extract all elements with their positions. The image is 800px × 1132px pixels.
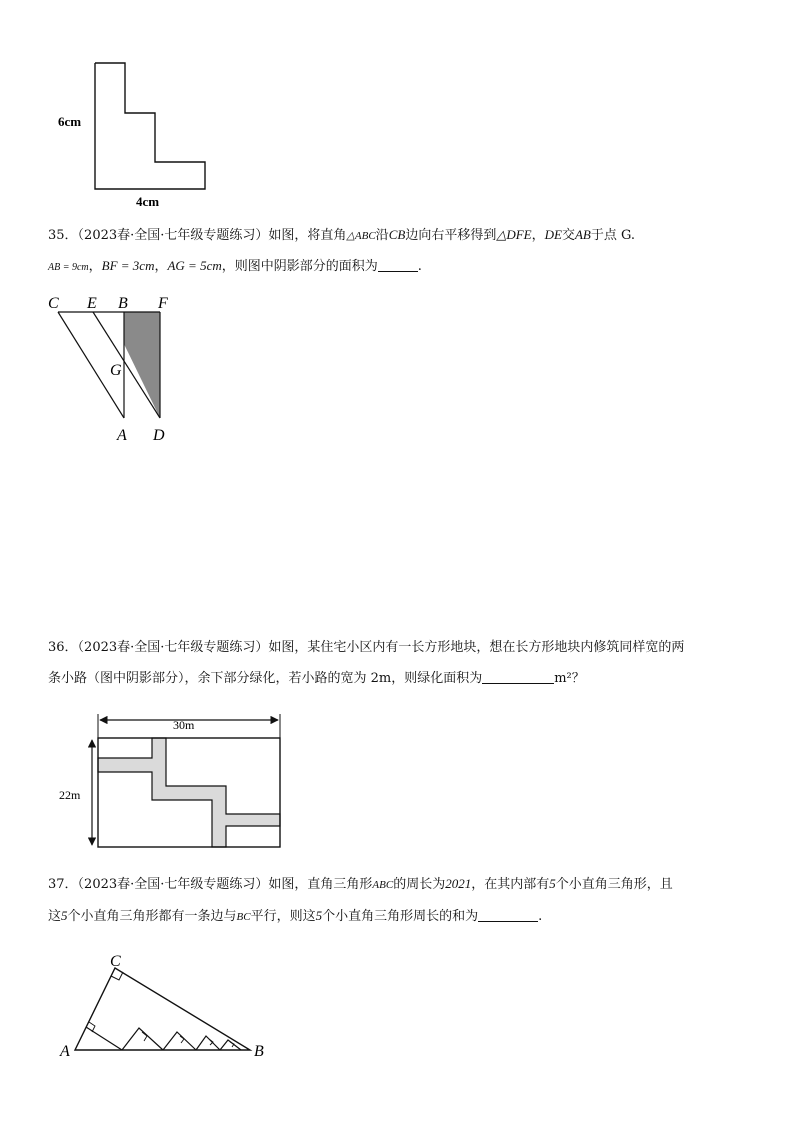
figure-rectangle-paths bbox=[55, 712, 290, 857]
small-triangle-3 bbox=[163, 1032, 196, 1050]
unit-square-meter: m² bbox=[554, 671, 572, 686]
label-4cm: 4cm bbox=[136, 194, 160, 209]
label-6cm: 6cm bbox=[58, 114, 82, 129]
point-f: F bbox=[158, 295, 168, 312]
small-triangle-1 bbox=[86, 1027, 122, 1050]
q35-text-6: 于点 G. bbox=[590, 228, 636, 243]
q37-text-3: ，在其内部有 bbox=[471, 877, 550, 892]
q35-text-3: 边向右平移得到 bbox=[405, 228, 497, 243]
separator: ， bbox=[154, 259, 168, 274]
segment-cb: CB bbox=[388, 227, 406, 242]
label-22m: 22m bbox=[59, 788, 81, 802]
small-triangle-5 bbox=[220, 1040, 241, 1050]
count-5: 5 bbox=[315, 908, 323, 923]
q37-text-2: 的周长为 bbox=[393, 877, 446, 892]
q37-text-4: 个小直角三角形，且 bbox=[555, 877, 673, 892]
point-c: C bbox=[110, 953, 121, 970]
point-a: A bbox=[60, 1043, 70, 1060]
perimeter-value: 2021 bbox=[445, 876, 472, 891]
point-a: A bbox=[117, 427, 127, 444]
count-5: 5 bbox=[549, 876, 556, 891]
question-number: 36． bbox=[48, 640, 78, 655]
q35-text-4: ， bbox=[531, 228, 545, 243]
equation-ab: AB = 9cm bbox=[48, 262, 89, 273]
question-number: 37． bbox=[48, 877, 78, 892]
q35-text-8: . bbox=[417, 259, 422, 274]
segment-bc: BC bbox=[236, 911, 251, 923]
answer-blank[interactable] bbox=[482, 669, 554, 684]
equation-bf: BF = 3cm bbox=[101, 258, 155, 273]
q37-text-5: 这 bbox=[48, 909, 62, 924]
q37-text-7: 平行，则这 bbox=[250, 909, 316, 924]
point-c: C bbox=[48, 295, 59, 312]
figure-l-shape bbox=[50, 55, 220, 210]
shaded-region bbox=[124, 312, 160, 418]
small-triangle-4 bbox=[196, 1036, 220, 1050]
question-number: 35． bbox=[48, 228, 78, 243]
right-angle-mark bbox=[180, 1036, 184, 1043]
q36-text-2: 条小路（图中阴影部分），余下部分绿化，若小路的宽为 2m，则绿化面积为 bbox=[48, 671, 483, 686]
separator: ， bbox=[88, 259, 102, 274]
segment-de: DE bbox=[544, 227, 562, 242]
right-angle-mark bbox=[209, 1039, 213, 1045]
q35-text-7: ，则图中阴影部分的面积为 bbox=[221, 259, 378, 274]
question-35 bbox=[48, 224, 635, 247]
triangle-abc-outline bbox=[75, 968, 250, 1050]
q37-text-1: 如图，直角三角形 bbox=[268, 877, 373, 892]
q37-text-6: 个小直角三角形都有一条边与 bbox=[67, 909, 237, 924]
figure-translated-triangles bbox=[40, 290, 190, 450]
triangle-dfe: △DFE bbox=[496, 227, 532, 242]
q35-text-1: 如图，将直角 bbox=[268, 228, 347, 243]
point-b: B bbox=[254, 1043, 264, 1060]
figure-right-triangles bbox=[55, 950, 285, 1065]
count-5: 5 bbox=[61, 908, 68, 923]
question-source: （2023春·全国·七年级专题练习） bbox=[77, 640, 269, 655]
l-shape-outline bbox=[95, 63, 205, 189]
point-g: G bbox=[110, 362, 122, 379]
small-triangle-2 bbox=[122, 1028, 163, 1050]
question-source: （2023春·全国·七年级专题练习） bbox=[77, 877, 269, 892]
triangle-abc: △ABC bbox=[346, 230, 376, 242]
equation-ag: AG = 5cm bbox=[167, 258, 222, 273]
question-37 bbox=[48, 873, 673, 896]
point-e: E bbox=[87, 295, 97, 312]
q35-text-5: 交 bbox=[561, 228, 575, 243]
answer-blank[interactable] bbox=[478, 907, 538, 922]
point-b: B bbox=[118, 295, 128, 312]
question-37-line2 bbox=[48, 905, 542, 928]
label-30m: 30m bbox=[173, 718, 195, 732]
q36-text-3: ？ bbox=[571, 671, 585, 686]
q37-text-9: . bbox=[538, 909, 543, 924]
right-angle-mark bbox=[230, 1042, 234, 1047]
q35-text-2: 沿 bbox=[375, 228, 389, 243]
question-36-line2 bbox=[48, 668, 585, 690]
triangle-abc: ABC bbox=[372, 879, 394, 891]
q37-text-8: 个小直角三角形周长的和为 bbox=[322, 909, 479, 924]
q36-text-1: 如图，某住宅小区内有一长方形地块，想在长方形地块内修筑同样宽的两 bbox=[268, 640, 685, 655]
small-triangles bbox=[86, 1022, 241, 1050]
path-shaded bbox=[98, 738, 280, 847]
question-source: （2023春·全国·七年级专题练习） bbox=[77, 228, 269, 243]
question-35-line2 bbox=[48, 255, 422, 279]
answer-blank[interactable] bbox=[378, 257, 418, 272]
question-36 bbox=[48, 637, 684, 659]
segment-ab: AB bbox=[574, 227, 591, 242]
point-d: D bbox=[153, 427, 165, 444]
